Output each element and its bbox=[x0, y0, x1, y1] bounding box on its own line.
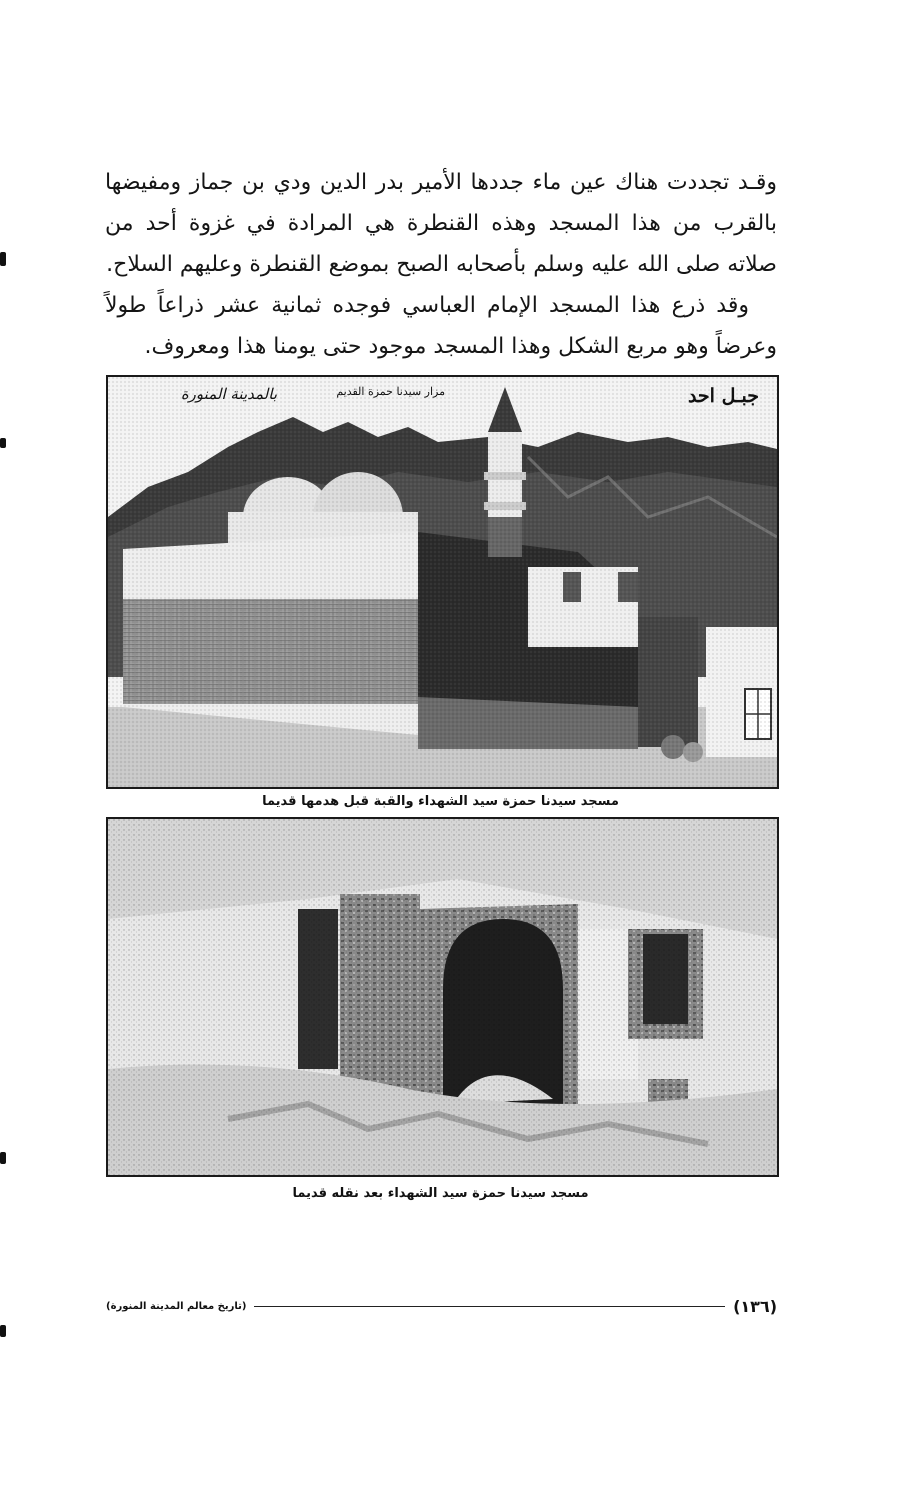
caption-figure-1: مسجد سيدنا حمزة سيد الشهداء والقبة قبل هدمها قديما bbox=[262, 794, 619, 809]
binding-mark bbox=[0, 252, 6, 266]
mosque-ruins-image bbox=[108, 819, 777, 1175]
paragraph-2: وقد ذرع هذا المسجد الإمام العباسي فوجده ثمانية عشر ذراعاً طولاً وعرضاً وهو مربع الشكل وهذا المسجد موجود حتى يومنا هذا ومعروف. bbox=[105, 293, 777, 359]
label-old-shrine: مزار سيدنا حمزة القديم bbox=[336, 385, 445, 398]
body-text bbox=[105, 162, 777, 367]
mosque-before-photo bbox=[106, 375, 779, 789]
page-number: (١٣٦) bbox=[733, 1296, 777, 1316]
mosque-before-image bbox=[108, 377, 777, 787]
caption-figure-2: مسجد سيدنا حمزة سيد الشهداء بعد نقله قديما bbox=[292, 1186, 589, 1201]
mosque-ruins-photo bbox=[106, 817, 779, 1177]
label-mount-uhud: جبـل احد bbox=[687, 385, 759, 407]
binding-mark bbox=[0, 438, 6, 448]
page-footer bbox=[106, 1296, 777, 1316]
binding-mark bbox=[0, 1325, 6, 1337]
label-madinah: بالمدينة المنورة bbox=[180, 385, 277, 403]
book-title: (تاريخ معالم المدينة المنورة) bbox=[106, 1300, 247, 1312]
footer-rule bbox=[254, 1306, 725, 1307]
binding-mark bbox=[0, 1152, 6, 1164]
paragraph-1: وقـد تجددت هناك عين ماء جددها الأمير بدر الدين ودي بن جماز ومفيضها بالقرب من هذا المسجد وهذه القنطرة هي المرادة في غزوة أحد من صلاته صلى الله عليه وسلم بأصحابه الصبح بموضع القنطرة وعليهم السلاح. bbox=[105, 170, 777, 277]
